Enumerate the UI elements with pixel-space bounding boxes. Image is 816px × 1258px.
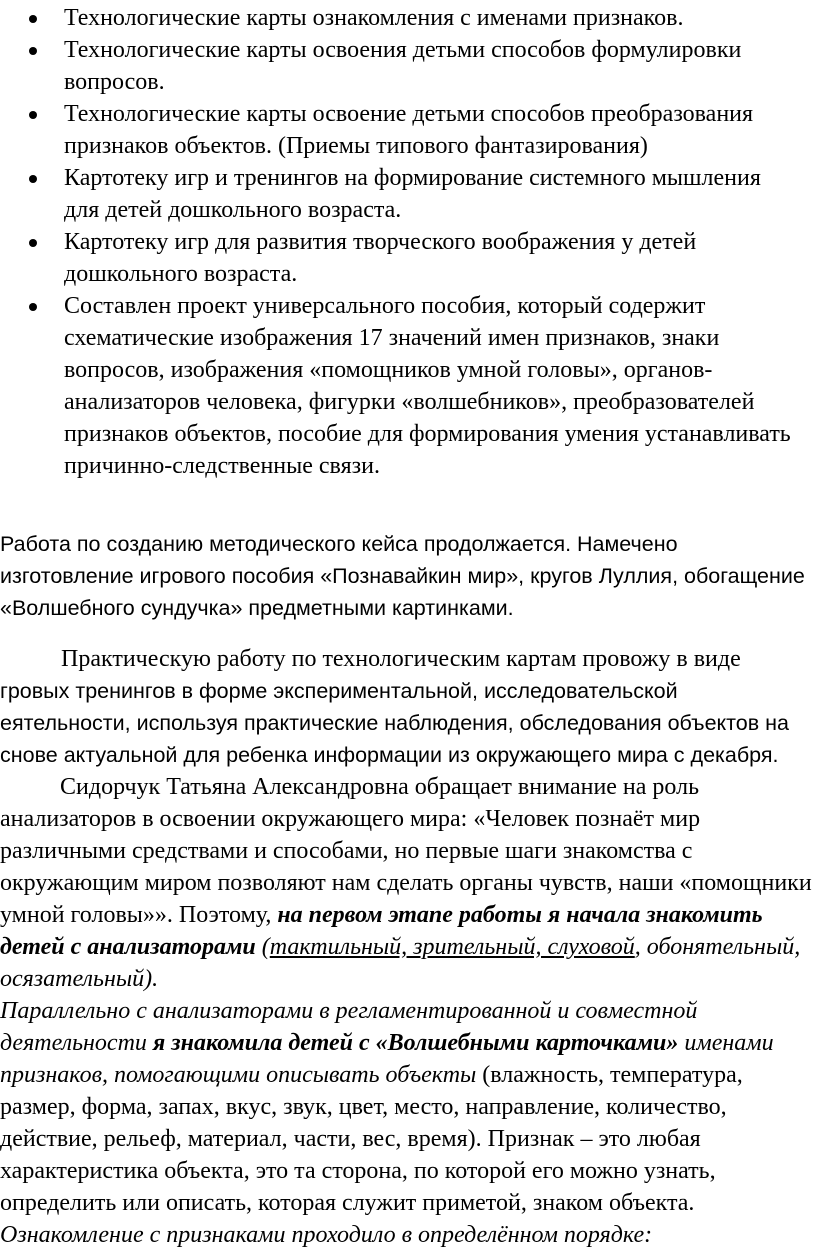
italic-run: Параллельно с анализаторами в регламентированной и совместной деятельности — [0, 998, 698, 1056]
bullet-text: Технологические карты освоения детьми способов формулировки вопросов. — [64, 37, 742, 95]
paragraph-line: снове актуальной для ребенка информации из окружающего мира с декабря. — [0, 743, 779, 767]
italic-run: ( — [255, 934, 270, 960]
text-run: Сидорчук Татьяна Александровна обращает внимание на роль анализаторов в освоении окружающего мира: «Человек познаёт мир различными средствами и способами, но первые шаги знакомства с окружающим миром позволяют нам сделать органы чувств, наши «помощники умной головы»». Поэтому, — [0, 774, 812, 928]
bullet-text: Технологические карты ознакомления с именами признаков. — [64, 5, 684, 31]
emphasis-run: на первом этапе работы я начала знакомить детей с анализаторами — [0, 902, 763, 960]
bullet-item — [0, 226, 816, 290]
bullet-dot-icon — [29, 303, 37, 311]
paragraph-practical-work — [0, 643, 816, 771]
italic-run: , обонятельный, осязательный). — [0, 934, 801, 992]
bullet-text: Технологические карты освоение детьми способов преобразования признаков объектов. (Приемы типового фантазирования) — [64, 101, 754, 159]
bullet-dot-icon — [29, 175, 37, 183]
bullet-item — [0, 290, 816, 482]
underlined-italic-run: тактильный, зрительный, слуховой — [269, 934, 635, 960]
paragraph-analyzers — [0, 771, 812, 1251]
bullet-text: Картотеку игр для развития творческого воображения у детей дошкольного возраста. — [64, 229, 697, 287]
emphasis-run: я знакомила детей с «Волшебными карточками» — [146, 1030, 679, 1056]
bullet-dot-icon — [29, 111, 37, 119]
italic-run: Ознакомление с признаками проходило в определённом порядке: — [0, 1222, 653, 1248]
bullet-dot-icon — [29, 47, 37, 55]
bullet-dot-icon — [29, 15, 37, 23]
paragraph-line: гровых тренингов в форме экспериментальной, исследовательской — [0, 679, 678, 703]
bullet-text: Составлен проект универсального пособия, который содержит схематические изображения 17 значений имен признаков, знаки вопросов, изображения «помощников умной головы», органов-анализаторов человека, фигурки «волшебников», преобразователей признаков объектов, пособие для формирования умения устанавливать причинно-следственные связи. — [64, 293, 791, 479]
text-run: (влажность, температура, размер, форма, запах, вкус, звук, цвет, место, направление, количество, действие, рельеф, материал, части, вес, время). Признак – это любая характеристика объекта, это та сторона, по которой его можно узнать, определить или описать, которая служит приметой, знаком объекта. — [0, 1062, 743, 1216]
bullet-item — [0, 98, 816, 162]
bullet-list — [0, 2, 816, 482]
bullet-item — [0, 34, 816, 98]
bullet-text: Картотеку игр и тренингов на формирование системного мышления для детей дошкольного возраста. — [64, 165, 761, 223]
italic-run: именами признаков, помогающими описывать объекты — [0, 1030, 774, 1088]
bullet-item — [0, 2, 816, 34]
bullet-dot-icon — [29, 239, 37, 247]
bullet-item — [0, 162, 816, 226]
paragraph-line: Практическую работу по технологическим картам провожу в виде — [61, 646, 741, 672]
paragraph-line: еятельности, используя практические наблюдения, обследования объектов на — [0, 711, 789, 735]
paragraph-case-progress: Работа по созданию методического кейса продолжается. Намечено изготовление игрового пособия «Познавайкин мир», кругов Луллия, обогащение «Волшебного сундучка» предметными картинками. — [0, 532, 805, 620]
